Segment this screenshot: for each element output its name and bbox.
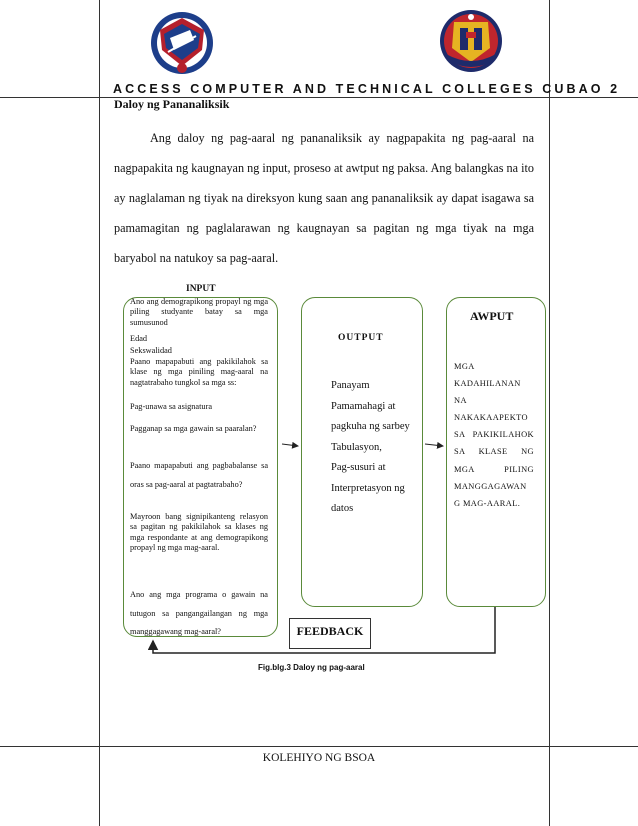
input-item: Paano mapapabuti ang pakikilahok sa klase ng mga piniling mag-aaral na nagtatrabaho tungkol sa mga ss: [130,357,268,387]
input-item: Sekswalidad [130,346,172,355]
input-item: Pag-unawa sa asignatura [130,402,213,411]
figure-caption: Fig.blg.3 Daloy ng pag-aaral [258,663,365,672]
awput-heading: AWPUT [470,309,514,323]
page-footer: KOLEHIYO NG BSOA [262,752,376,764]
output-item: Tabulasyon, [331,441,382,453]
input-item: Ano ang demograpikong propayl ng mga piling studyante batay sa mga sumusunod [130,297,268,327]
college-header-title: ACCESS COMPUTER AND TECHNICAL COLLEGES CUBAO 2 [113,82,621,96]
awput-text: MGA KADAHILANAN NA NAKAKAAPEKTO SA PAKIKILAHOK SA KLASE NG MGA PILING MANGGAGAWAN G MAG-AARAL. [454,362,534,508]
section-title: Daloy ng Pananaliksik [114,97,230,111]
input-item: Ano ang mga programa o gawain na tutugon sa pangangailangan ng mga manggagawang mag-aaral? [130,590,268,636]
paragraph-text: Ang daloy ng pag-aaral ng pananaliksik ay nagpapakita ng pag-aaral na nagpapakita ng kaugnayan ng input, proseso at awtput ng paksa. Ang balangkas na ito ay naglalaman ng tiyak na direksyon kung saan ang pananaliksik ay dapat isagawa sa pamamagitan ng paglalarawan ng kaugnayan sa pagitan ng mga tiyak na mga baryabol na natukoy sa pag-aaral. [114,131,534,265]
input-item: Paano mapapabuti ang pagbabalanse sa oras sa pag-aaral at pagtatrabaho? [130,461,268,489]
output-heading: OUTPUT [338,333,384,343]
input-heading: INPUT [186,284,216,294]
output-item: Panayam [331,380,370,391]
output-item: Pag-susuri at Interpretasyon ng datos [331,462,405,514]
input-to-output-arrow [282,444,298,446]
feedback-box: FEEDBACK [289,618,371,649]
input-item: Pagganap sa mga gawain sa paaralan? [130,424,257,433]
input-item: Edad [130,334,148,343]
output-to-awput-arrow [425,444,443,446]
input-item: Mayroon bang signipikanteng relasyon sa pagitan ng pakikilahok sa klases ng mga respondante at ang demograpikong propayl ng mga mag-aaral. [130,512,268,553]
output-item: Pamamahagi at pagkuha ng sarbey [331,400,410,432]
